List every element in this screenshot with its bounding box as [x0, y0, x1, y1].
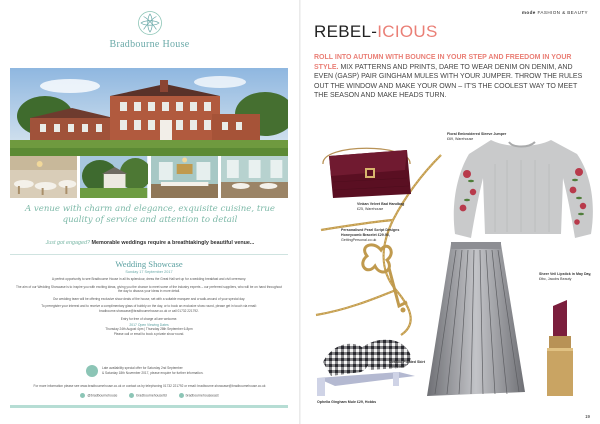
lipstick-image — [543, 298, 577, 398]
showcase-paragraph: The aim of our Wedding Showcase is to inspire you with exciting ideas, giving you the chance to meet some of the industry experts – our preferred suppliers, who will be on hand throughout the day to discuss your ideas in more detail. — [16, 284, 282, 294]
intro-rest: MIX PATTERNS AND PRINTS, DARE TO WEAR DENIM ON DENIM, AND EVEN (GASP) PAIR GINGHAM MULES WITH YOUR JUMPER. THROW THE RULES OUT THE WINDOW AND MAKE YOUR OWN – IT'S THE COOLEST WAY TO MEET THE SEASON AND MAKE HEADS TURN. — [314, 63, 583, 100]
mules-caption — [317, 400, 427, 405]
bracelet-name: Personalised Pearl Script Designs Honeycomb Bracelet £29.95, — [341, 228, 400, 237]
lipstick-caption — [539, 272, 595, 282]
twitter-icon — [80, 393, 85, 398]
instagram-icon — [179, 393, 184, 398]
title-plain: REBEL- — [314, 22, 378, 41]
velvet-handbag-image — [319, 138, 414, 200]
fashion-page — [301, 0, 600, 424]
dining-room-photo — [10, 156, 77, 198]
title-accent: ICIOUS — [377, 22, 438, 41]
reception-room-photo — [221, 156, 288, 198]
venue-tagline: A venue with charm and elegance, exquisite cuisine, true quality of service and attention to detail — [24, 204, 276, 225]
special-offer — [86, 365, 286, 379]
lipstick-price: £tbc, Jacobs Beauty — [539, 276, 572, 281]
page-title — [314, 22, 438, 42]
section-name: FASHION & BEAUTY — [537, 10, 588, 15]
open-viewing-dates: Thursday 24th August 4pm | Thursday 28th September 6-8pm — [105, 327, 193, 332]
jumper-price: £69, Warehouse — [447, 136, 474, 141]
venue-thumbnail-strip — [10, 156, 288, 198]
offer-line: & Saturday 18th November 2017, please enquire for further information. — [102, 370, 204, 375]
showcase-date: Sunday 17 September 2017 — [125, 270, 173, 274]
skirt-name: Metallic Pleated Skirt — [389, 360, 425, 364]
product-collage — [301, 100, 600, 410]
advert-page — [0, 0, 299, 424]
showcase-entry-note: Entry for free of charge all are welcome. — [120, 316, 178, 321]
pleated-skirt-image — [421, 240, 531, 400]
lipstick-name: Sheer Veil Lipstick in May Day, — [539, 272, 592, 276]
showcase-paragraph: A perfect opportunity to see Bradbourne House in all its splendour, dress the Great Hall set up for a wedding breakfast and civil ceremony. — [51, 277, 247, 281]
open-viewing-title: 2017 Open Viewing Dates — [129, 323, 169, 328]
engagement-lead — [8, 240, 292, 246]
garden-photo — [80, 156, 147, 198]
instagram-handle[interactable]: bradbournehouseeast — [179, 393, 219, 398]
offer-line: Late availability special offer for Saturday 2nd September — [102, 366, 183, 370]
section-label — [522, 10, 588, 15]
facebook-icon — [129, 393, 134, 398]
logo-wordmark: Bradbourne House — [109, 39, 190, 50]
handbag-price: £25, Warehouse — [357, 206, 384, 211]
handbag-caption — [357, 202, 413, 212]
intro-accent: ROLL INTO AUTUMN WITH BOUNCE IN YOUR STEP AND FREEDOM IN YOUR STYLE. — [314, 54, 572, 71]
wedding-showcase-panel — [10, 254, 288, 358]
lead-main: Memorable weddings require a breathtakingly beautiful venue... — [91, 240, 255, 246]
twitter-handle[interactable]: @bradbournehouse — [80, 393, 117, 398]
skirt-price: £45, Next — [389, 364, 405, 369]
handbag-name: Vinkan Velvet Bad Handbag — [357, 202, 405, 206]
embroidered-jumper-image — [451, 134, 597, 244]
page-number: 19 — [585, 414, 590, 419]
offer-badge-icon — [86, 365, 98, 377]
mules-name: Ophelia Gingham Mule £29, Hobbs — [317, 400, 377, 404]
skirt-caption — [389, 360, 429, 370]
logo-emblem-icon — [137, 10, 163, 36]
jumper-caption — [447, 132, 507, 142]
showcase-paragraph: Our wedding team will be offering exclusive show deals of the house, set with a suitable marquee and a walk-around of your special day. — [52, 296, 246, 301]
showcase-title: Wedding Showcase — [115, 259, 183, 269]
jumper-name: Floral Embroidered Sleeve Jumper — [447, 132, 507, 136]
intro-paragraph — [314, 53, 590, 101]
drawing-room-photo — [151, 156, 218, 198]
lead-tease: Just got engaged? — [45, 240, 90, 246]
social-handles — [0, 393, 299, 398]
section-brand: mode — [521, 10, 536, 15]
footer-rule — [10, 405, 288, 408]
bracelet-store: GettingPersonal.co.uk — [341, 237, 377, 242]
facebook-handle[interactable]: bradbournehouseltd — [129, 393, 166, 398]
open-viewing-booking: Please call or email to book a private show round. — [113, 331, 185, 336]
venue-hero-photo — [10, 68, 288, 156]
bracelet-caption — [341, 228, 403, 242]
contact-details: For more information please see www.bradbournehouse.co.uk or contact us by telephoning 01732 221792 or email: bradbourne.showcase@bradbournehouse.co.uk — [33, 384, 266, 388]
showcase-paragraph: To preregister your interest and to receive a complimentary glass of bubbly on the day, or to book an exclusive show round, please get in touch via email: bradbourne.showcase@bradbournehouse.co.uk or call 01732 221792. — [41, 304, 257, 313]
